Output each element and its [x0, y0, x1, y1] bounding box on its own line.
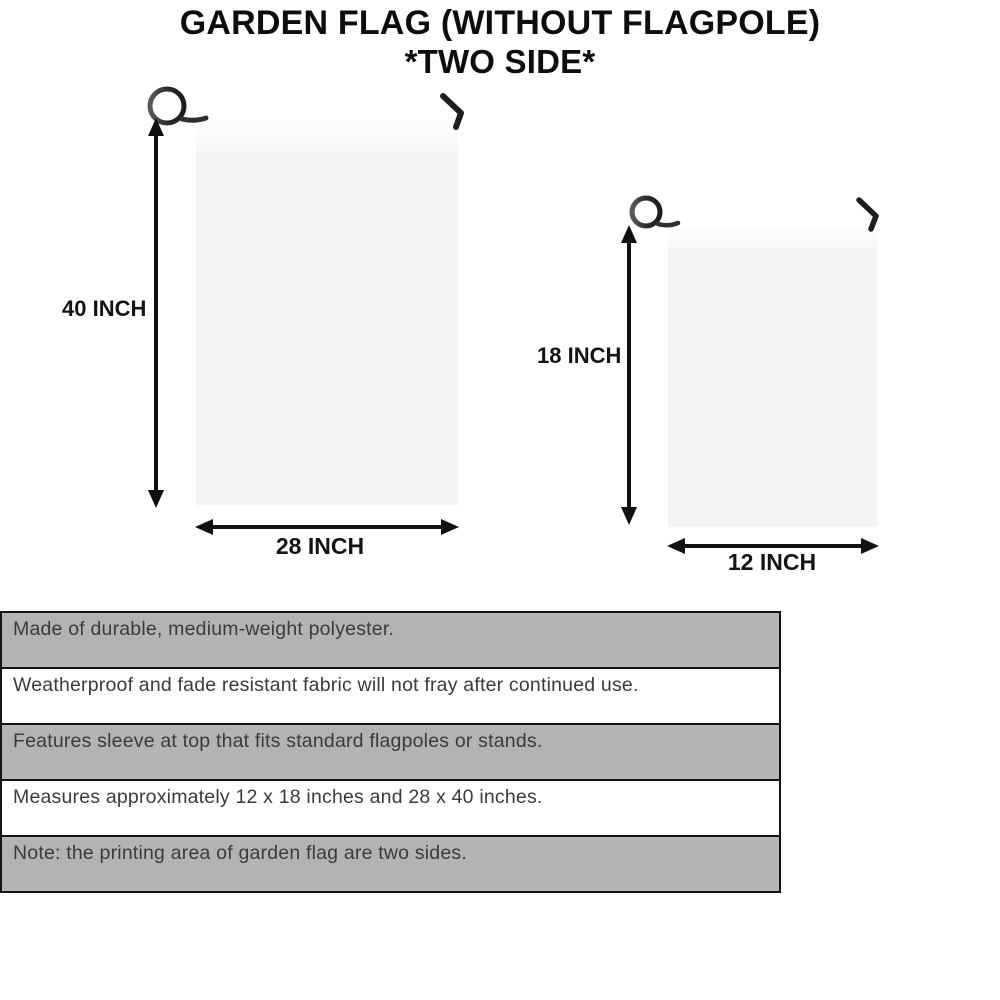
large-flag-height-label: 40 INCH — [62, 296, 147, 321]
small-flag-height-label: 18 INCH — [537, 343, 622, 368]
large-flag-width-label: 28 INCH — [275, 533, 365, 559]
large-height-arrow-icon — [148, 118, 164, 508]
small-flag-width-label: 12 INCH — [727, 549, 817, 575]
feature-row-weatherproof: Weatherproof and fade resistant fabric will not fray after continued use. — [0, 667, 781, 725]
small-flagpole-tail-icon — [658, 223, 678, 225]
small-flag-hook-icon — [859, 200, 876, 229]
large-flagpole-loop-icon — [150, 89, 184, 123]
title-line-1: GARDEN FLAG (WITHOUT FLAGPOLE) — [179, 4, 821, 42]
small-flag-group — [621, 198, 879, 604]
small-height-arrow-icon — [621, 225, 637, 525]
title-line-2: *TWO SIDE* — [404, 42, 596, 80]
large-flag-fabric — [196, 121, 458, 505]
feature-row-material: Made of durable, medium-weight polyester. — [0, 611, 781, 669]
small-flagpole-loop-icon — [632, 198, 660, 226]
feature-row-note: Note: the printing area of garden flag are two sides. — [0, 835, 781, 893]
large-flag-group — [148, 89, 461, 607]
feature-row-measures: Measures approximately 12 x 18 inches and 28 x 40 inches. — [0, 779, 781, 837]
large-flagpole-tail-icon — [182, 118, 206, 120]
feature-list — [0, 611, 781, 893]
small-flag-fabric — [668, 227, 877, 527]
feature-row-sleeve: Features sleeve at top that fits standard flagpoles or stands. — [0, 723, 781, 781]
